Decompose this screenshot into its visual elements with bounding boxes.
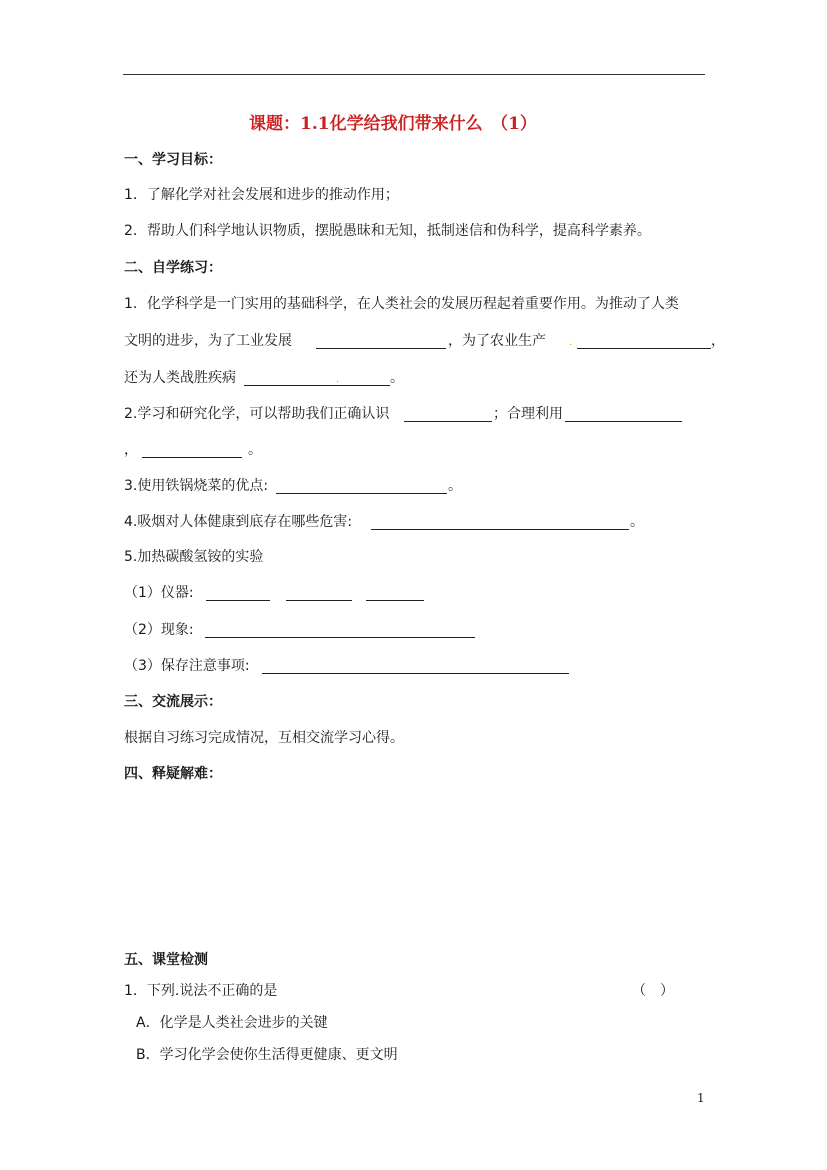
option-b: B．学习化学会使你生活得更健康、更文明 [136,1047,398,1063]
question-3-text: 3.使用铁锅烧菜的优点: [124,478,269,494]
question-5-text: 5.加热碳酸氢铵的实验 [124,549,264,565]
answer-blank-phenomenon[interactable] [205,621,475,638]
question-3-period: 。 [448,478,462,494]
marker-dot: . [569,337,573,348]
check-question-1: 1．下列.说法不正确的是 [124,983,278,999]
answer-blank-instrument-1[interactable] [206,584,270,601]
question-5-1-label: （1）仪器: [124,585,194,601]
answer-blank-iron-pot[interactable] [276,477,447,494]
answer-blank-instrument-2[interactable] [286,584,352,601]
option-a: A．化学是人类社会进步的关键 [136,1015,328,1031]
q1-period: 。 [390,370,404,386]
q1-text-industry: 文明的进步，为了工业发展 [124,333,292,349]
question-1-line-2 [124,331,292,351]
answer-blank-use[interactable] [565,405,682,422]
question-2-period: 。 [248,442,262,458]
question-2-comma: ， [124,442,138,458]
exchange-text: 根据自习练习完成情况，互相交流学习心得。 [124,730,404,746]
question-4-text: 4.吸烟对人体健康到底存在哪些危害: [124,514,353,530]
self-study-heading: 二、自学练习： [124,260,222,276]
marker-dot: . [336,374,340,385]
answer-blank-agriculture[interactable] [577,332,711,349]
goal-1: 1．了解化学对社会发展和进步的推动作用； [124,187,399,203]
answer-parentheses[interactable]: （ ） [632,983,674,999]
header-rule [123,74,705,75]
page-title: 课题：1.1化学给我们带来什么 （1） [249,114,537,134]
q1-text-agriculture: ，为了农业生产 [448,333,546,349]
check-heading: 五、课堂检测 [124,952,208,968]
q1-text-disease: 还为人类战胜疾病 [124,370,236,386]
answer-blank-storage[interactable] [262,657,569,674]
answer-blank-use-2[interactable] [142,441,242,458]
answer-blank-disease[interactable] [244,369,390,386]
goals-heading: 一、学习目标： [124,152,222,168]
question-5-2-label: （2）现象: [124,622,194,638]
question-4-period: 。 [630,514,644,530]
answer-blank-recognize[interactable] [404,405,492,422]
question-2-text: 2.学习和研究化学，可以帮助我们正确认识 [124,406,390,422]
question-2-text-use: ；合理利用 [493,406,563,422]
q1-comma: ， [711,333,725,349]
answer-blank-industry[interactable] [316,332,446,349]
doubts-heading: 四、释疑解难： [124,766,222,782]
exchange-heading: 三、交流展示： [124,694,222,710]
question-5-3-label: （3）保存注意事项: [124,658,250,674]
answer-blank-instrument-3[interactable] [366,584,424,601]
page-number: 1 [697,1091,705,1105]
goal-2: 2．帮助人们科学地认识物质，摆脱愚昧和无知，抵制迷信和伪科学，提高科学素养。 [124,223,651,239]
question-1-line-1: 1．化学科学是一门实用的基础科学，在人类社会的发展历程起着重要作用。为推动了人类 [124,296,679,312]
answer-blank-smoking[interactable] [371,513,629,530]
